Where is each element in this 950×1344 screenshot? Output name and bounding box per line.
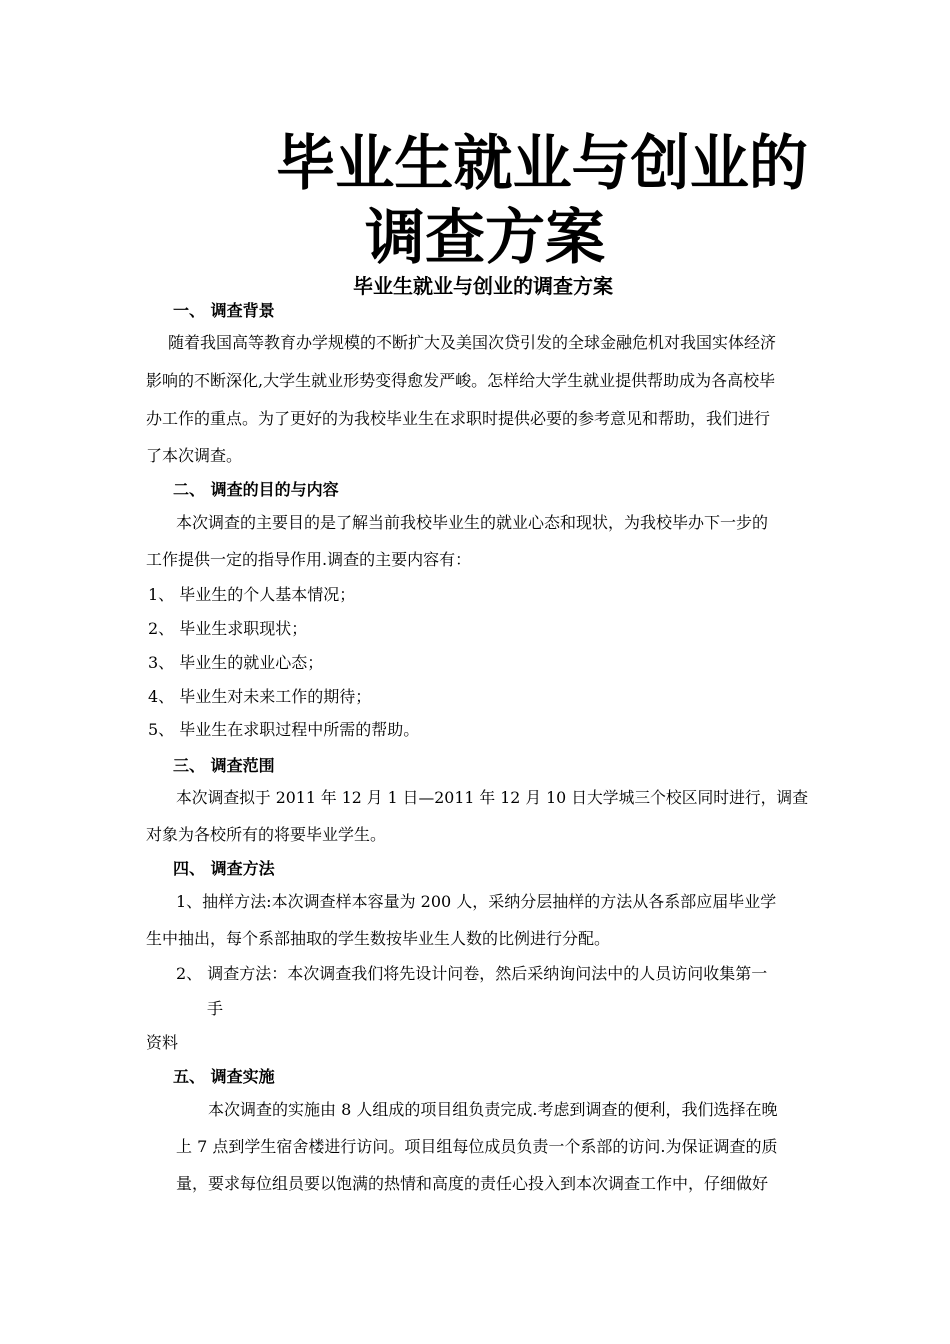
list-item: 4、 毕业生对未来工作的期待； [148,687,372,706]
paragraph-line: 影响的不断深化,大学生就业形势变得愈发严峻。怎样给大学生就业提供帮助成为各高校毕 [146,371,776,390]
section-heading-scope: 三、 调查范围 [173,756,275,775]
paragraph-line: 对象为各校所有的将要毕业学生。 [146,825,387,844]
section-heading-background: 一、 调查背景 [173,301,275,320]
paragraph-line: 本次调查的实施由 8 人组成的项目组负责完成.考虑到调查的便利，我们选择在晚 [208,1100,778,1119]
document-title-line-2: 调查方案 [365,203,605,273]
list-item: 5、 毕业生在求职过程中所需的帮助。 [148,720,420,739]
paragraph-line: 工作提供一定的指导作用.调查的主要内容有： [146,550,472,569]
paragraph-line: 生中抽出，每个系部抽取的学生数按毕业生人数的比例进行分配。 [146,929,611,948]
paragraph-line: 本次调查拟于 2011 年 12 月 1 日—2011 年 12 月 10 日大学城三个校区同时进行，调查 [176,788,809,807]
paragraph-line: 1、抽样方法:本次调查样本容量为 200 人，采纳分层抽样的方法从各系部应届毕业学 [176,892,777,911]
document-title-line-1: 毕业生就业与创业的 [276,129,809,199]
paragraph-line: 办工作的重点。为了更好的为我校毕业生在求职时提供必要的参考意见和帮助，我们进行 [146,409,771,428]
document-subtitle: 毕业生就业与创业的调查方案 [353,274,613,298]
list-item: 3、 毕业生的就业心态； [148,653,324,672]
section-heading-purpose: 二、 调查的目的与内容 [173,480,339,499]
paragraph-line: 资料 [146,1033,179,1052]
section-heading-implementation: 五、 调查实施 [173,1067,275,1086]
list-item: 1、 毕业生的个人基本情况； [148,585,356,604]
paragraph-line: 本次调查的主要目的是了解当前我校毕业生的就业心态和现状，为我校毕办下一步的 [176,513,769,532]
paragraph-line: 了本次调查。 [146,446,243,465]
paragraph-line: 2、 调查方法：本次调查我们将先设计问卷，然后采纳询问法中的人员访问收集第一 [176,964,768,983]
section-heading-method: 四、 调查方法 [173,859,275,878]
paragraph-line: 随着我国高等教育办学规模的不断扩大及美国次贷引发的全球金融危机对我国实体经济 [168,333,777,352]
paragraph-line: 上 7 点到学生宿舍楼进行访问。项目组每位成员负责一个系部的访问.为保证调查的质 [176,1137,778,1156]
paragraph-line: 手 [207,999,224,1018]
list-item: 2、 毕业生求职现状； [148,619,308,638]
paragraph-line: 量，要求每位组员要以饱满的热情和高度的责任心投入到本次调查工作中，仔细做好 [176,1174,769,1193]
